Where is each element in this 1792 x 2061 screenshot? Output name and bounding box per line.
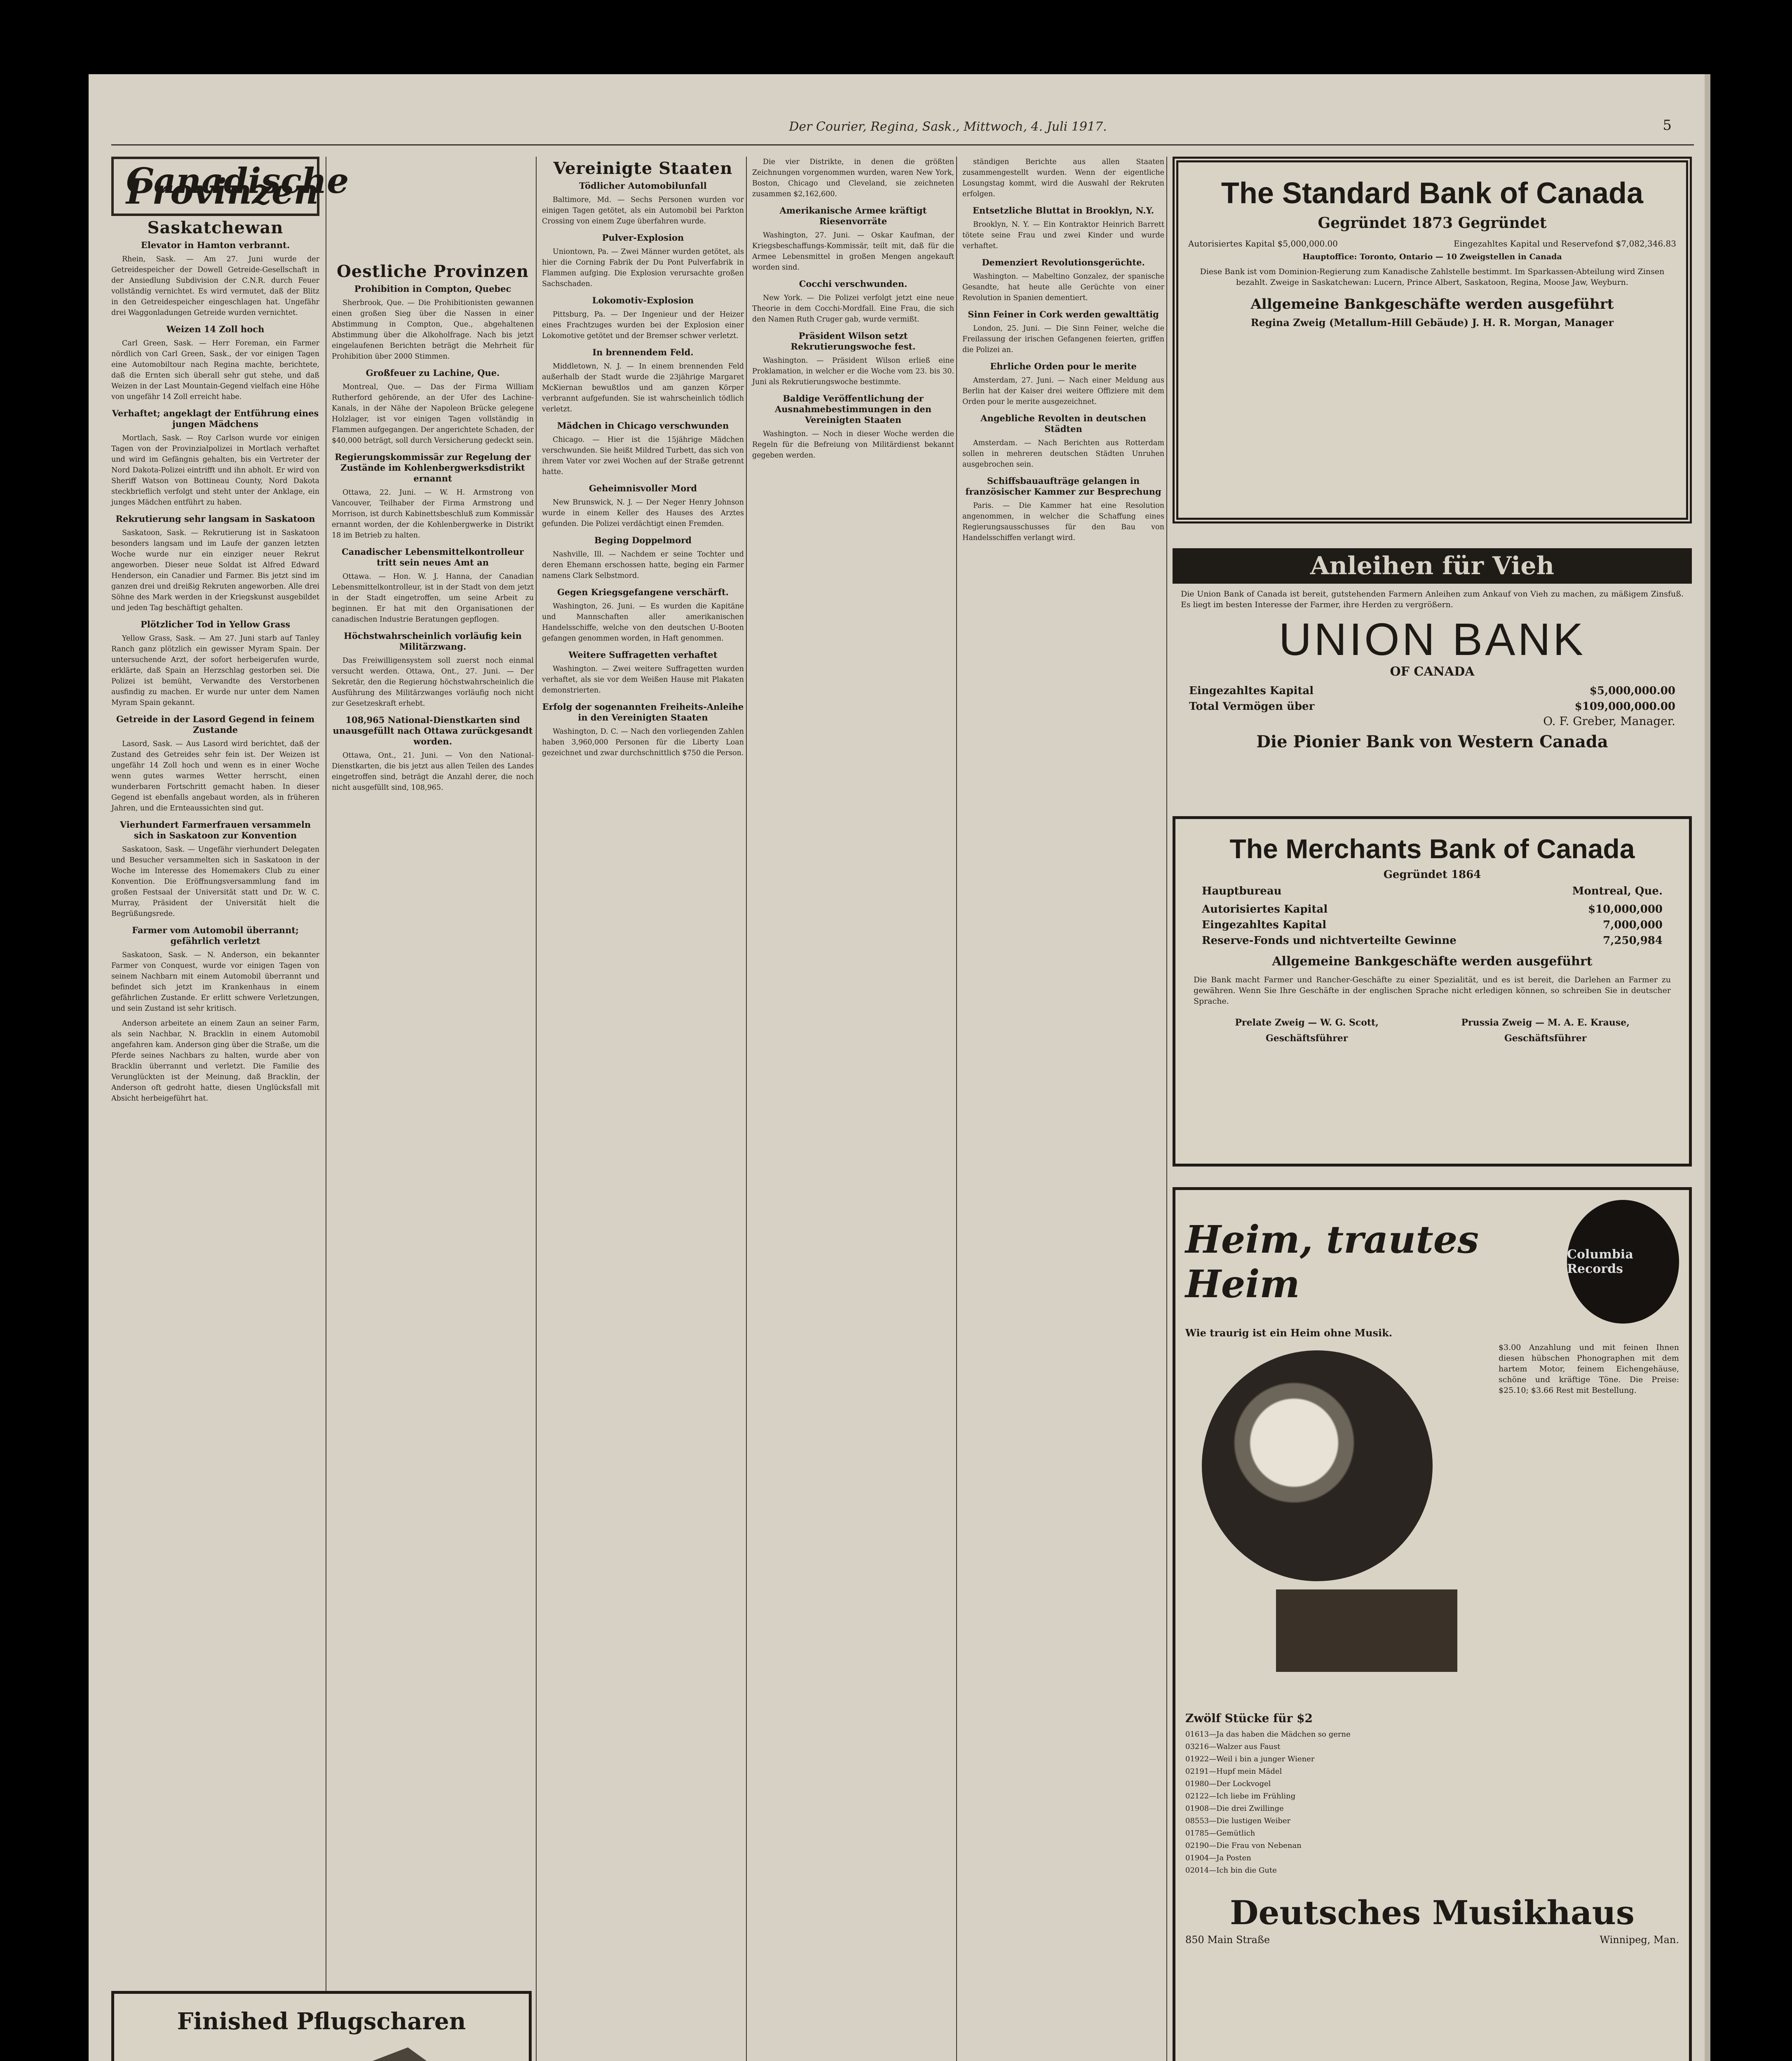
column-divider (536, 157, 537, 2061)
article-headline: Angebliche Revolten in deutschen Städten (980, 413, 1146, 434)
gramophone-horn (1202, 1350, 1433, 1581)
article-headline: Geheimnisvoller Mord (589, 483, 697, 493)
row-label: Eingezahltes Kapital (1189, 685, 1314, 697)
column-divider (956, 157, 957, 2061)
article-headline: Pulver-Explosion (602, 232, 684, 243)
signature-right: Prussia Zweig — M. A. E. Krause, Geschäftsführer (1461, 1017, 1630, 1044)
article-text: Chicago. — Hier ist die 15jährige Mädchen verschwunden. Sie heißt Mildred Turbett, das sich von ihrem Vater vor zwei Wochen auf der Straße getrennt hatte. (542, 436, 744, 476)
article-text: Das Freiwilligensystem soll zuerst noch einmal versucht werden. Ottawa, Ont., 27. Juni. — Der Sekretär, den die Regierung höchstwahrscheinlich die Ausführung des Militärzwanges vorläufig noch nicht zur Gesetzeskraft erhebt. (332, 657, 534, 708)
column-divider (1166, 157, 1167, 2061)
ad-title: Heim, trautes Heim (1185, 1217, 1479, 1306)
record-item: 02190—Die Frau von Nebenan (1185, 1841, 1302, 1850)
row-value: 7,250,984 (1603, 934, 1663, 947)
article-headline: Sinn Feiner in Cork werden gewalttätig (968, 309, 1159, 319)
record-item: 02191—Hupf mein Mädel (1185, 1767, 1282, 1776)
article-text: Ottawa, Ont., 21. Juni. — Von den National-Dienstkarten, die bis jetzt aus allen Teilen des Landes eingetroffen sind, beträgt die Anzahl derer, die noch nicht ausgefüllt sind, 108,965. (332, 751, 534, 792)
article-headline: Weizen 14 Zoll hoch (166, 324, 265, 334)
article-text: Brooklyn, N. Y. — Ein Kontraktor Heinrich Barrett tötete seine Frau und zwei Kinder und wurde verhaftet. (962, 221, 1164, 250)
record-item: 01980—Der Lockvogel (1185, 1779, 1271, 1788)
article-text: Washington, 26. Juni. — Es wurden die Kapitäne und Mannschaften aller amerikanischen Handelsschiffe, welche von den deutschen U-Booten gefangen genommen worden, in Haft genommen. (542, 602, 744, 643)
union-bank-ad (1173, 548, 1692, 804)
article-text: Lasord, Sask. — Aus Lasord wird berichtet, daß der Zustand des Getreides sehr fein ist. Der Weizen ist ungefähr 14 Zoll hoch und wenn es in einer Woche wenn gutes warmes Wetter herrscht, einen wunderbaren Fortschritt gemacht haben. In dieser Gegend ist ebenfalls angebaut worden, als in früheren Jahren, und die Ernteaussichten sind gut. (111, 740, 319, 812)
bank-sub: OF CANADA (1390, 664, 1475, 679)
article-headline: Prohibition in Compton, Quebec (354, 284, 511, 294)
article-text: Washington. — Präsident Wilson erließ eine Proklamation, in welcher er die Woche vom 23. bis 30. Juni als Rekrutierungswoche bestimmte. (752, 357, 954, 386)
hq-left: Hauptbureau (1202, 885, 1282, 897)
ad-body: Diese Bank ist vom Dominion-Regierung zum Kanadische Zahlstelle bestimmt. Im Sparkassen-Abteilung wird Zinsen bezahlt. Zweige in Saskatchewan: Lucern, Prince Albert, Saskatoon, Regina, Moose Jaw, Weyburn. (1200, 267, 1665, 287)
row-value: $5,000,000.00 (1589, 685, 1675, 697)
article-headline: Getreide in der Lasord Gegend in feinem Zustande (116, 714, 315, 735)
article-headline: Lokomotiv-Explosion (592, 295, 694, 305)
article-text: Paris. — Die Kammer hat eine Resolution angenommen, in welcher die Schaffung eines Regierungsausschusses für den Bau von Handelsschiffen verlangt wird. (962, 502, 1164, 542)
ad-body: Die Bank macht Farmer und Rancher-Geschäfte zu einer Spezialität, und es ist bereit, die Darlehen an Farmer zu gewähren. Wenn Sie Ihre Geschäfte in der englischen Sprache nicht erledigen können, so schreiben Sie in deutscher Sprache. (1194, 975, 1671, 1006)
column-2 (332, 260, 534, 2061)
article-text: Rhein, Sask. — Am 27. Juni wurde der Getreidespeicher der Dowell Getreide-Gesellschaft in der Ansiedlung Subdivision der C.N.R. durch Feuer vollständig vernichtet. Es wird vermutet, daß der Blitz in den Getreidespeicher eingeschlagen hat. Ungefähr drei Waggonladungen Getreide wurden vernichtet. (111, 255, 319, 317)
header-rule (111, 144, 1694, 146)
record-item: 02014—Ich bin die Gute (1185, 1866, 1277, 1875)
article-headline: Gegen Kriegsgefangene verschärft. (557, 587, 729, 597)
article-text: Die vier Distrikte, in denen die größten Zeichnungen vorgenommen wurden, waren New York, Boston, Chicago und Cleveland, sie zeichneten zusammen $2,162,600. (752, 158, 954, 198)
article-headline: Höchstwahrscheinlich vorläufig kein Militärzwang. (344, 631, 522, 652)
article-text: Washington, D. C. — Nach den vorliegenden Zahlen haben 3,960,000 Personen für die Liberty Loan gezeichnet und zwar durchschnittlich $750 die Person. (542, 728, 744, 757)
ad-tagline: Die Pionier Bank von Western Canada (1256, 732, 1608, 751)
article-text: Washington. — Zwei weitere Suffragetten wurden verhaftet, als sie vor dem Weißen Hause mit Plakaten demonstrierten. (542, 665, 744, 695)
row-label: Total Vermögen über (1189, 700, 1315, 713)
row-value: $10,000,000 (1588, 903, 1663, 915)
article-headline: Schiffsbauaufträge gelangen in französischer Kammer zur Besprechung (965, 476, 1161, 497)
record-item: 01908—Die drei Zwillinge (1185, 1804, 1284, 1813)
head-office: Hauptoffice: Toronto, Ontario — 10 Zweigstellen in Canada (1302, 252, 1562, 261)
ad-manager: O. F. Greber, Manager. (1543, 714, 1675, 728)
article-headline: Cocchi verschwunden. (799, 279, 908, 289)
article-headline: 108,965 National-Dienstkarten sind unausgefüllt nach Ottawa zurückgesandt worden. (333, 715, 533, 746)
article-headline: Präsident Wilson setzt Rekrutierungswoche fest. (790, 331, 916, 352)
columbia-record-icon: Columbia Records (1567, 1200, 1679, 1324)
article-text: Carl Green, Sask. — Herr Foreman, ein Farmer nördlich von Carl Green, Sask., der vor einigen Tagen eine Automobiltour nach Regina machte, berichtete, daß die Ernten sich überall sehr gut stehe, und daß Weizen in der Last Mountain-Gegend vielfach eine Höhe von ungefähr 14 Zoll erreicht habe. (111, 339, 319, 401)
section-heading: Vereinigte Staaten (553, 159, 733, 178)
article-text: Ottawa. — Hon. W. J. Hanna, der Canadian Lebensmittelkontrolleur, ist in der Stadt von dem jetzt in der Stadt eingetroffen, um seine Arbeit zu beginnen. Er hat mit den Organisationen der canadischen Industrie Beratungen gepflogen. (332, 573, 534, 624)
article-headline: Rekrutierung sehr langsam in Saskatoon (115, 514, 315, 524)
article-headline: Erfolg der sogenannten Freiheits-Anleihe in den Vereinigten Staaten (542, 702, 744, 723)
record-list-heading: Zwölf Stücke für $2 (1185, 1711, 1313, 1725)
article-text: Nashville, Ill. — Nachdem er seine Tochter und deren Ehemann erschossen hatte, beging ein Farmer namens Clark Selbstmord. (542, 550, 744, 580)
ad-title: The Merchants Bank of Canada (1229, 833, 1635, 864)
store-address: 850 Main Straße (1185, 1934, 1270, 1946)
article-text: Pittsburg, Pa. — Der Ingenieur und der Heizer eines Frachtzuges wurden bei der Explosion einer Lokomotive getötet und der Bremser schwer verletzt. (542, 310, 744, 340)
newspaper-page (89, 74, 1710, 2061)
ad-founded: Gegründet 1873 Gegründet (1318, 214, 1547, 232)
row-label: Eingezahltes Kapital (1202, 919, 1327, 931)
article-headline: Plötzlicher Tod in Yellow Grass (140, 619, 291, 629)
hq-right: Montreal, Que. (1572, 885, 1663, 897)
article-headline: Mädchen in Chicago verschwunden (557, 420, 729, 431)
column-5 (962, 157, 1164, 2061)
column-1 (111, 157, 349, 1970)
article-text: Washington. — Mabeltino Gonzalez, der spanische Gesandte, hat heute alle Gerüchte von einer Revolution in Spanien dementiert. (962, 272, 1164, 302)
section-heading: Oestliche Provinzen (336, 262, 529, 281)
signature-left: Prelate Zweig — W. G. Scott, Geschäftsführer (1235, 1017, 1379, 1044)
article-text: London, 25. Juni. — Die Sinn Feiner, welche die Freilassung der irischen Gefangenen feierten, griffen die Polizei an. (962, 324, 1164, 354)
article-headline: Beging Doppelmord (594, 535, 692, 545)
ad-founded: Gegründet 1864 (1383, 869, 1481, 881)
record-item: 01904—Ja Posten (1185, 1854, 1251, 1862)
article-headline: Elevator in Hamton verbrannt. (141, 240, 290, 250)
article-text: Mortlach, Sask. — Roy Carlson wurde vor einigen Tagen von der Provinzialpolizei in Mortlach verhaftet und wird im Gefängnis gehalten, bis ein Vertreter der Nord Dakota-Polizei eintrifft und ihn abholt. Er wird von Sheriff Watson von Bottineau County, Nord Dakota steckbrieflich verfolgt und steht unter der Anklage, ein junges Mädchen entführt zu haben. (111, 434, 319, 507)
article-headline: Baldige Veröffentlichung der Ausnahmebestimmungen in den Vereinigten Staaten (774, 393, 932, 425)
ad-tagline: Allgemeine Bankgeschäfte werden ausgeführt (1250, 296, 1614, 312)
ad-text: Die Union Bank of Canada ist bereit, gutstehenden Farmern Anleihen zum Ankauf von Vieh zu machen, zu mäßigem Zinsfuß. Es liegt im besten Interesse der Farmer, ihre Herden zu vergrößern. (1181, 589, 1684, 609)
ad-tagline: Allgemeine Bankgeschäfte werden ausgeführt (1272, 954, 1593, 969)
record-item: 01922—Weil i bin a junger Wiener (1185, 1755, 1315, 1763)
article-text: Amsterdam. — Nach Berichten aus Rotterdam sollen in mehreren deutschen Städten Unruhen ausgebrochen sein. (962, 439, 1164, 469)
article-headline: Amerikanische Armee kräftigt Riesenvorräte (779, 205, 927, 226)
row-value: $109,000,000.00 (1574, 700, 1675, 713)
article-headline: Entsetzliche Bluttat in Brooklyn, N.Y. (972, 205, 1154, 216)
ad-branch: Regina Zweig (Metallum-Hill Gebäude) J. H. R. Morgan, Manager (1250, 317, 1614, 329)
row-label: Reserve-Fonds und nichtverteilte Gewinne (1202, 934, 1457, 947)
music-house-ad (1173, 1187, 1692, 2061)
article-headline: In brennendem Feld. (592, 347, 694, 357)
article-text: ständigen Berichte aus allen Staaten zusammengestellt wurden. Wenn der eigentliche Losungstag kommt, wird die Auswahl der Rekruten erfolgen. (962, 158, 1164, 198)
ad-heading: Anleihen für Vieh (1173, 548, 1692, 584)
record-item: 02122—Ich liebe im Frühling (1185, 1792, 1296, 1800)
column-4 (752, 157, 954, 2061)
capital-left: Autorisiertes Kapital $5,000,000.00 (1188, 239, 1338, 249)
store-name: Deutsches Musikhaus (1230, 1893, 1635, 1932)
article-text: Sherbrook, Que. — Die Prohibitionisten gewannen einen großen Sieg über die Nassen in einer Abstimmung in Compton, Que., abgehaltenen Abstimmung über die Alkoholfrage. Nach bis jetzt eingelaufenen Berichten beträgt die Mehrheit für Prohibition über 2000 Stimmen. (332, 299, 534, 361)
column-3 (542, 157, 744, 2061)
article-headline: Farmer vom Automobil überrannt; gefährlich verletzt (132, 925, 299, 946)
article-text: Washington, 27. Juni. — Oskar Kaufman, der Kriegsbeschaffungs-Kommissär, teilt mit, daß für die Armee Lebensmittel in großen Mengen angekauft worden sind. (752, 231, 954, 272)
article-headline: Vierhundert Farmerfrauen versammeln sich in Saskatoon zur Konvention (120, 819, 311, 840)
ad-price-text: $3.00 Anzahlung und mit feinen Ihnen diesen hübschen Phonographen mit dem hartem Motor, feinem Eichengehäuse, schöne und kräftige Töne. Die Preise: $25.10; $3.66 Rest mit Bestellung. (1499, 1343, 1679, 1395)
article-text: Washington. — Noch in dieser Woche werden die Regeln für die Befreiung von Militärdienst bekannt gegeben werden. (752, 430, 954, 460)
article-headline: Demenziert Revolutionsgerüchte. (982, 257, 1145, 268)
record-item: 03216—Walzer aus Faust (1185, 1742, 1281, 1751)
article-headline: Weitere Suffragetten verhaftet (568, 650, 718, 660)
row-value: 7,000,000 (1603, 919, 1663, 931)
article-text: Saskatoon, Sask. — Rekrutierung ist in Saskatoon besonders langsam und im Laufe der ganzen letzten Woche wurde nur ein einziger neuer Rekrut angeworben. Dieser neue Soldat ist Alfred Edward Henderson, ein Canadier und Farmer. Bis jetzt sind im ganzen drei und dreißig Rekruten angeworben. Alle drei Söhne des Mark werden in der Kriegskunst ausgebildet und jeden Tag beschäftigt gehalten. (111, 529, 319, 612)
column-divider (746, 157, 747, 2061)
article-headline: Großfeuer zu Lachine, Que. (366, 368, 500, 378)
page-number: 5 (1663, 117, 1672, 134)
capital-right: Eingezahltes Kapital und Reservefond $7,082,346.83 (1454, 239, 1676, 249)
article-text: Uniontown, Pa. — Zwei Männer wurden getötet, als hier die Corning Fabrik der Du Pont Pulverfabrik in Flammen aufging. Die Explosion verursachte großen Sachschaden. (542, 248, 744, 288)
article-headline: Verhaftet; angeklagt der Entführung eines jungen Mädchens (112, 408, 319, 429)
bank-name: UNION BANK (1278, 614, 1586, 665)
article-headline: Ehrliche Orden pour le merite (990, 361, 1137, 371)
row-label: Autorisiertes Kapital (1202, 903, 1328, 915)
article-text: Saskatoon, Sask. — N. Anderson, ein bekannter Farmer von Conquest, wurde vor einigen Tagen von seinem Nachbarn mit einem Automobil überrannt und befindet sich jetzt im Krankenhaus in einem gefährlichen Zustande. Er erlitt schwere Verletzungen, und sein Zustand ist sehr kritisch. (111, 951, 319, 1013)
running-head: Der Courier, Regina, Sask., Mittwoch, 4. Juli 1917. (789, 120, 1107, 134)
gramophone-cabinet (1276, 1589, 1457, 1672)
article-text: Baltimore, Md. — Sechs Personen wurden vor einigen Tagen getötet, als ein Automobil bei Parkton Crossing von einem Zuge überfahren wurde. (542, 196, 744, 225)
article-text: Anderson arbeitete an einem Zaun an seiner Farm, als sein Nachbar, N. Bracklin in einem Automobil angefahren kam. Anderson ging über die Straße, um die Pferde seines Nachbars zu halten, wurde aber von Bracklin überrannt und verletzt. Die Familie des Verunglückten ist der Meinung, daß Bracklin, der Anderson oft gedroht hatte, diesen Unglücksfall mit Absicht herbeigeführt hat. (111, 1019, 319, 1103)
record-item: 08553—Die lustigen Weiber (1185, 1817, 1291, 1825)
record-item: 01613—Ja das haben die Mädchen so gerne (1185, 1730, 1351, 1739)
article-text: Amsterdam, 27. Juni. — Nach einer Meldung aus Berlin hat der Kaiser drei weitere Offiziere mit dem Orden pour le merite ausgezeichnet. (962, 376, 1164, 406)
store-city: Winnipeg, Man. (1600, 1934, 1679, 1946)
article-text: Middletown, N. J. — In einem brennenden Feld außerhalb der Stadt wurde die 23jährige Margaret McKiernan bewußtlos und am ganzen Körper verbrannt aufgefunden. Sie ist wahrscheinlich tödlich verletzt. (542, 362, 744, 413)
article-text: Saskatoon, Sask. — Ungefähr vierhundert Delegaten und Besucher versammelten sich in Saskatoon in der Woche im Interesse des Homemakers Club zu einer Konvention. Die Eröffnungsversammlung fand im großen Festsaal der Universität statt und Dr. W. C. Murray, Präsident der Universität hielt die Begrüßungsrede. (111, 845, 319, 918)
article-headline: Canadischer Lebensmittelkontrolleur tritt sein neues Amt an (342, 547, 524, 568)
article-headline: Tödlicher Automobilunfall (579, 181, 707, 191)
section-heading: Saskatchewan (147, 218, 284, 237)
merchants-bank-ad (1173, 816, 1692, 1167)
ad-intro: Wie traurig ist ein Heim ohne Musik. (1185, 1327, 1393, 1339)
record-item: 01785—Gemütlich (1185, 1829, 1255, 1838)
standard-bank-ad (1173, 157, 1692, 523)
article-text: New Brunswick, N. J. — Der Neger Henry Johnson wurde in einem Keller des Hauses des Arztes gefunden. Die Polizei verdächtigt einen Fremden. (542, 498, 744, 528)
article-text: Yellow Grass, Sask. — Am 27. Juni starb auf Tanley Ranch ganz plötzlich ein gewisser Myram Spain. Der untersuchende Arzt, der sofort herbeigerufen wurde, erklärte, daß Spain an Herzschlag gestorben sei. Die Polizei ist bemüht, Verwandte des Verstorbenen ausfindig zu machen. Er wurde nur unter dem Namen Myram Spain gekannt. (111, 634, 319, 707)
ad-title: The Standard Bank of Canada (1221, 177, 1644, 210)
article-text: Montreal, Que. — Das der Firma William Rutherford gehörende, an der Ufer des Lachine-Kanals, in der Nähe der Napoleon Brücke gelegene Holzlager, ist vor einigen Tagen vollständig in Flammen aufgegangen. Der angerichtete Schaden, der $40,000 beträgt, soll durch Versicherung gedeckt sein. (332, 383, 534, 445)
article-headline: Regierungskommissär zur Regelung der Zustände im Kohlenbergwerksdistrikt ernannt (335, 452, 531, 484)
article-text: Ottawa, 22. Juni. — W. H. Armstrong von Vancouver, Teilhaber der Firma Armstrong und Morrison, ist durch Kabinettsbeschluß zum Kommissär ernannt worden, der die Kohlenbergwerke in Distrikt 18 im Betrieb zu halten. (332, 488, 534, 540)
record-list (1185, 1728, 1679, 1877)
ad-title: Finished Pflugscharen (177, 2008, 466, 2035)
section-banner: Canadische Provinzen (111, 157, 319, 216)
gramophone-illustration (1185, 1342, 1490, 1705)
article-text: New York. — Die Polizei verfolgt jetzt eine neue Theorie in dem Cocchi-Mordfall. Eine Frau, die sich den Namen Ruth Cruger gab, wurde vermißt. (752, 294, 954, 324)
